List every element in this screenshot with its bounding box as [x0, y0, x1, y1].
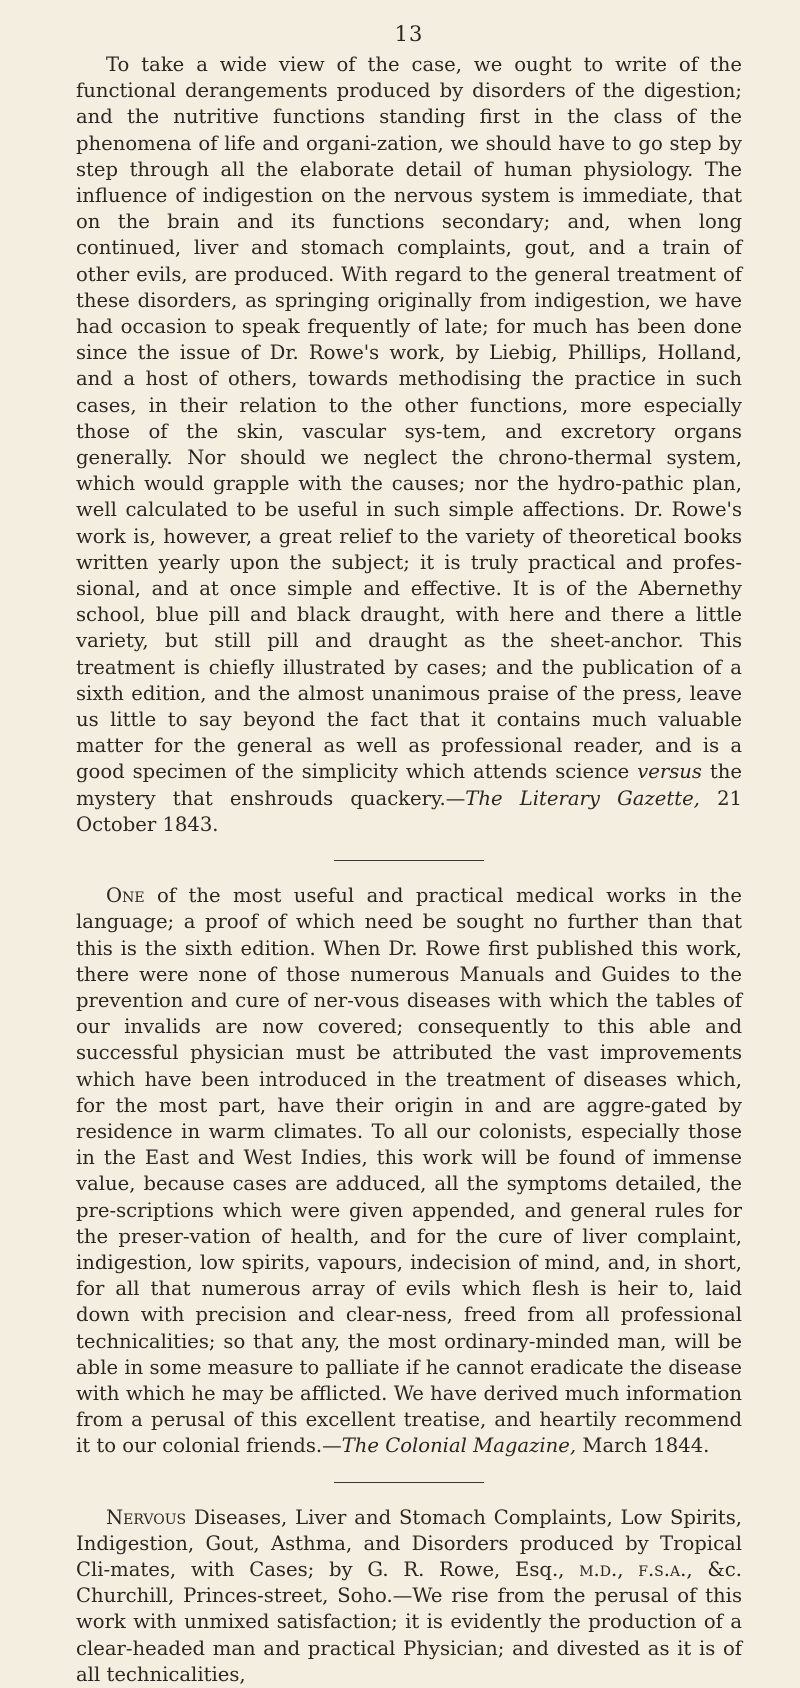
- review-lead-word: Nervous: [106, 1505, 187, 1529]
- review-colonial-magazine: [76, 883, 742, 1459]
- review-lead-word: One: [106, 884, 145, 908]
- review-body-continued: the mystery that enshrouds quackery.—: [76, 760, 743, 810]
- review-literary-gazette: [76, 52, 742, 838]
- page-number: 13: [394, 22, 424, 46]
- review-date: 21 October 1843.: [76, 786, 742, 836]
- review-body: Diseases, Liver and Stomach Complaints, Low Spirits, Indigestion, Gout, Asthma, and Disorders produced by Tropical Cli-mates, with Cases; by G. R. Rowe, Esq.,: [76, 1505, 742, 1581]
- italic-term: versus: [637, 760, 702, 784]
- author-credentials: m.d., f.s.a.,: [579, 1557, 693, 1581]
- review-nervous-diseases: [76, 1505, 742, 1688]
- review-source: The Colonial Magazine,: [341, 1434, 577, 1458]
- section-divider: [334, 860, 484, 861]
- section-divider: [334, 1482, 484, 1483]
- review-source: The Literary Gazette,: [465, 786, 700, 810]
- review-body: of the most useful and practical medical works in the language; a proof of which need be sought no further than that this is the sixth edition. When Dr. Rowe first published this work, there were none of those numerous Manuals and Guides to the prevention and cure of ner-vous diseases with which the tables of our invalids are now covered; consequently to this able and successful physician must be attributed the vast improvements which have been introduced in the treatment of diseases which, for the most part, have their origin in and are aggre-gated by residence in warm climates. To all our colonists, especially those in the East and West Indies, this work will be found of immense value, because cases are adduced, all the symptoms detailed, the pre-scriptions which were given appended, and general rules for the preser-vation of health, and for the cure of liver complaint, indigestion, low spirits, vapours, indecision of mind, and, in short, for all that numerous array of evils which flesh is heir to, laid down with precision and clear-ness, freed from all professional technicalities; so that any, the most ordinary-minded man, will be able in some measure to palliate if he cannot eradicate the disease with which he may be afflicted. We have derived much information from a perusal of this excellent treatise, and heartily recommend it to our colonial friends.—: [76, 884, 743, 1458]
- review-body: To take a wide view of the case, we ought to write of the functional derangements produced by disorders of the digestion; and the nutritive functions standing first in the class of the phenomena of life and organi-zation, we should have to go step by step through all the elaborate detail of human physiology. The influence of indigestion on the nervous system is immediate, that on the brain and its functions secondary; and, when long continued, liver and stomach complaints, gout, and a train of other evils, are produced. With regard to the general treatment of these disorders, as springing originally from indigestion, we have had occasion to speak frequently of late; for much has been done since the issue of Dr. Rowe's work, by Liebig, Phillips, Holland, and a host of others, towards methodising the practice in such cases, in their relation to the other functions, more especially those of the skin, vascular sys-tem, and excretory organs generally. Nor should we neglect the chrono-thermal system, which would grapple with the causes; nor the hydro-pathic plan, well calculated to be useful in such simple affections. Dr. Rowe's work is, however, a great relief to the variety of theoretical books written yearly upon the subject; it is truly practical and profes-sional, and at once simple and effective. It is of the Abernethy school, blue pill and black draught, with here and there a little variety, but still pill and draught as the sheet-anchor. This treatment is chiefly illustrated by cases; and the publication of a sixth edition, and the almost unanimous praise of the press, leave us little to say beyond the fact that it contains much valuable matter for the general as well as professional reader, and is a good specimen of the simplicity which attends science: [76, 53, 742, 784]
- review-body-continued: &c. Churchill, Princes-street, Soho.—We rise from the perusal of this work with unmixed satisfaction; it is evidently the production of a clear-headed man and practical Physician; and divested as it is of all technicalities,: [76, 1557, 742, 1686]
- review-date: March 1844.: [582, 1434, 710, 1458]
